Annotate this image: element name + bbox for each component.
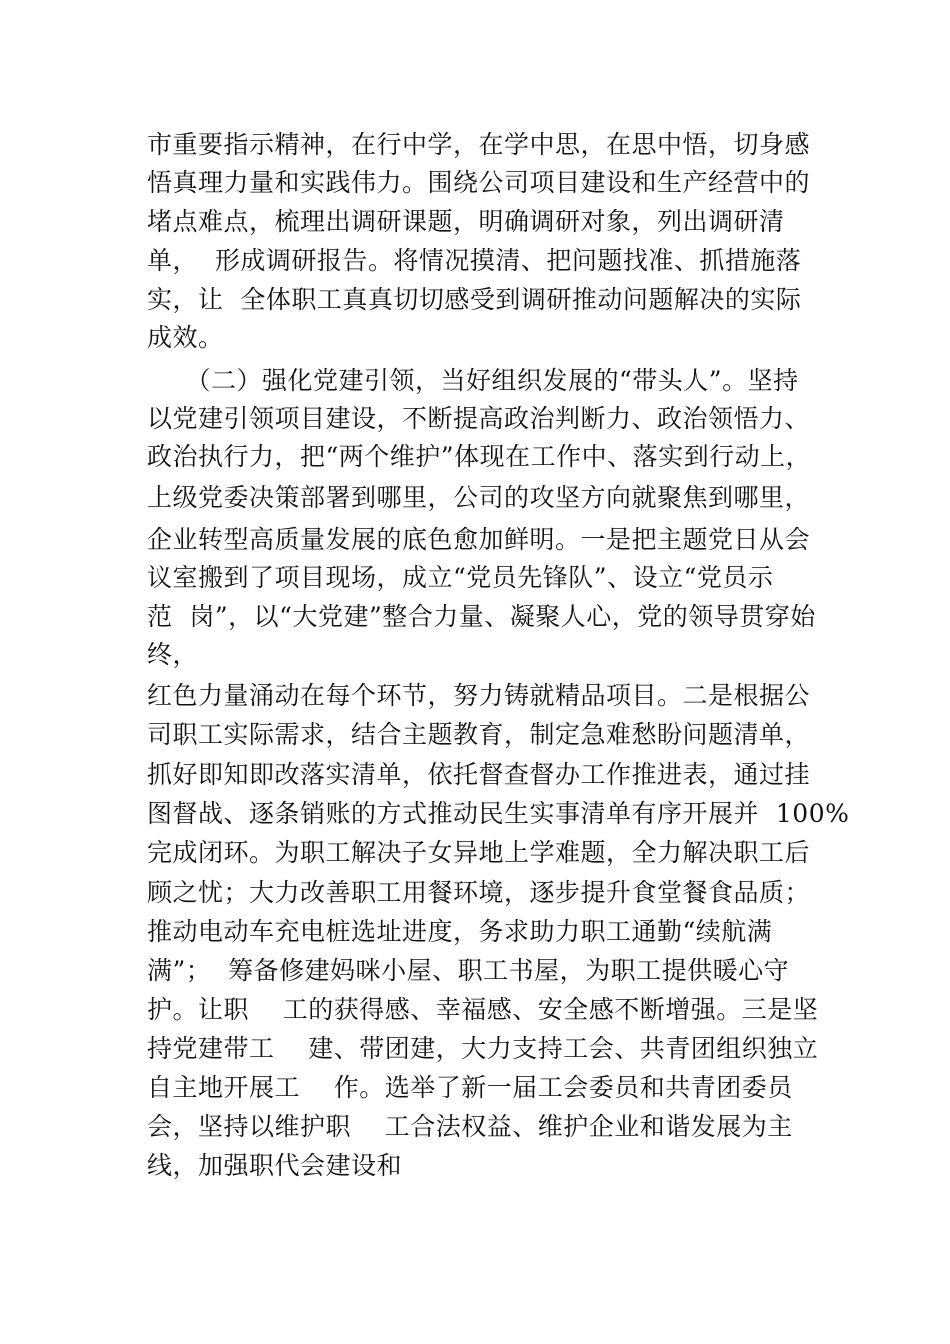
body-text-line: 会，坚持以维护职 工合法权益、维护企业和谐发展为主	[147, 1112, 793, 1141]
body-text-line: 红色力量涌动在每个环节，努力铸就精品项目。二是根据公	[147, 681, 811, 710]
body-text-line: 终，	[147, 640, 199, 669]
section-heading-line: （二）强化党建引领，当好组织发展的“带头人”。坚持	[147, 366, 799, 395]
body-text-line: 推动电动车充电桩选址进度，务求助力职工通勤“续航满	[147, 917, 773, 946]
body-text-line: 护。让职 工的获得感、幸福感、安全感不断增强。三是坚	[147, 995, 819, 1024]
body-text-line: 顾之忧；大力改善职工用餐环境，逐步提升食堂餐食品质；	[147, 878, 811, 907]
body-text-line: 范 岗”，以“大党建”整合力量、凝聚人心，党的领导贯穿始	[147, 602, 816, 631]
body-text-line: 自主地开展工 作。选举了新一届工会委员和共青团委员	[147, 1073, 793, 1102]
body-text-line: 线，加强职代会建设和	[147, 1151, 403, 1180]
body-text-line: 市重要指示精神，在行中学，在学中思，在思中悟，切身感	[147, 130, 811, 159]
body-text-line: 图督战、逐条销账的方式推动民生实事清单有序开展并 100%	[147, 799, 850, 828]
body-text-line: 以党建引领项目建设，不断提高政治判断力、政治领悟力、	[147, 404, 811, 433]
body-text-line: 议室搬到了项目现场，成立“党员先锋队”、设立“党员示	[147, 563, 774, 592]
body-text-line: 单， 形成调研报告。将情况摸清、把问题找准、抓措施落	[147, 246, 802, 275]
body-text-line: 抓好即知即改落实清单，依托督查督办工作推进表，通过挂	[147, 760, 811, 789]
body-text-line: 持党建带工 建、带团建，大力支持工会、共青团组织独立	[147, 1034, 819, 1063]
body-text-line: 堵点难点，梳理出调研课题，明确调研对象，列出调研清	[147, 207, 785, 236]
body-text-line: 实，让 全体职工真真切切感受到调研推动问题解决的实际	[147, 285, 802, 314]
body-text-line: 司职工实际需求，结合主题教育，制定急难愁盼问题清单，	[147, 720, 811, 749]
body-text-line: 成效。	[147, 323, 224, 352]
body-text-line: 上级党委决策部署到哪里，公司的攻坚方向就聚焦到哪里，	[147, 483, 811, 512]
body-text-line: 完成闭环。为职工解决子女异地上学难题，全力解决职工后	[147, 838, 811, 867]
body-text-line: 企业转型高质量发展的底色愈加鲜明。一是把主题党日从会	[147, 525, 811, 554]
body-text-line: 满”； 筹备修建妈咪小屋、职工书屋，为职工提供暖心守	[147, 956, 790, 985]
body-text-line: 政治执行力，把“两个维护”体现在工作中、落实到行动上，	[147, 442, 812, 471]
body-text-line: 悟真理力量和实践伟力。围绕公司项目建设和生产经营中的	[147, 168, 811, 197]
